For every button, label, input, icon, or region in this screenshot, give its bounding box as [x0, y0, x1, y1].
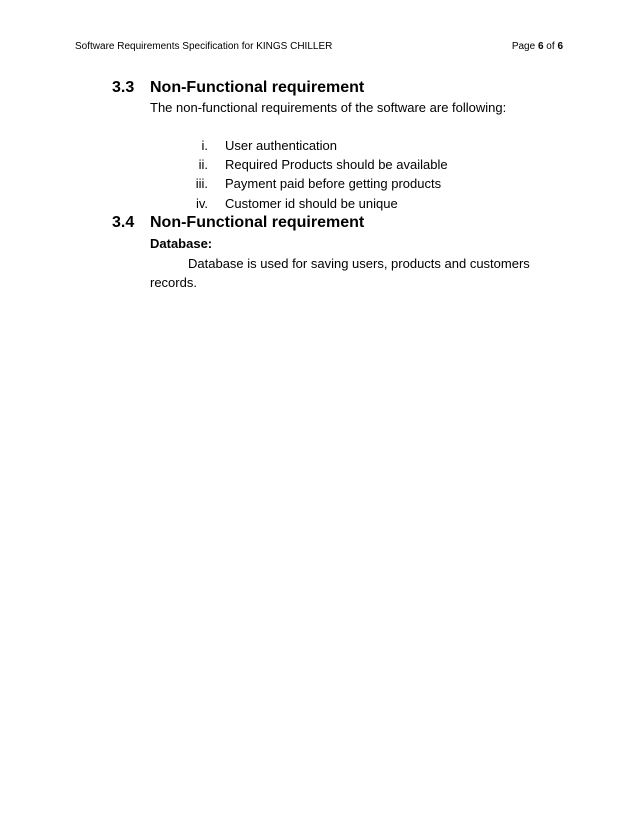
- section-intro: The non-functional requirements of the software are following:: [150, 100, 507, 115]
- list-item-number: iv.: [195, 196, 208, 211]
- list-item-text: Customer id should be unique: [225, 196, 398, 211]
- list-item-text: User authentication: [225, 138, 338, 153]
- body-text-line: Database is used for saving users, products and customers: [188, 256, 530, 271]
- section-number: 3.3: [112, 79, 135, 96]
- section-title: Non-Functional requirement: [150, 214, 365, 231]
- subheading: Database:: [150, 236, 213, 251]
- header-title: Software Requirements Specification for KINGS CHILLER: [75, 41, 333, 52]
- page-header: [75, 40, 563, 54]
- page-total: 6: [557, 41, 563, 52]
- list-item-number: i.: [201, 138, 208, 153]
- page-of: of: [543, 41, 558, 52]
- page-current: 6: [537, 41, 544, 52]
- list-item-number: ii.: [198, 157, 208, 172]
- list-item-number: iii.: [195, 176, 208, 191]
- page-prefix: Page: [511, 41, 538, 52]
- list-item-text: Payment paid before getting products: [225, 176, 442, 191]
- list-item-text: Required Products should be available: [225, 157, 448, 172]
- body-text-line: records.: [150, 275, 197, 290]
- section-title: Non-Functional requirement: [150, 79, 365, 96]
- section-number: 3.4: [112, 214, 135, 231]
- header-page-number: [512, 40, 563, 54]
